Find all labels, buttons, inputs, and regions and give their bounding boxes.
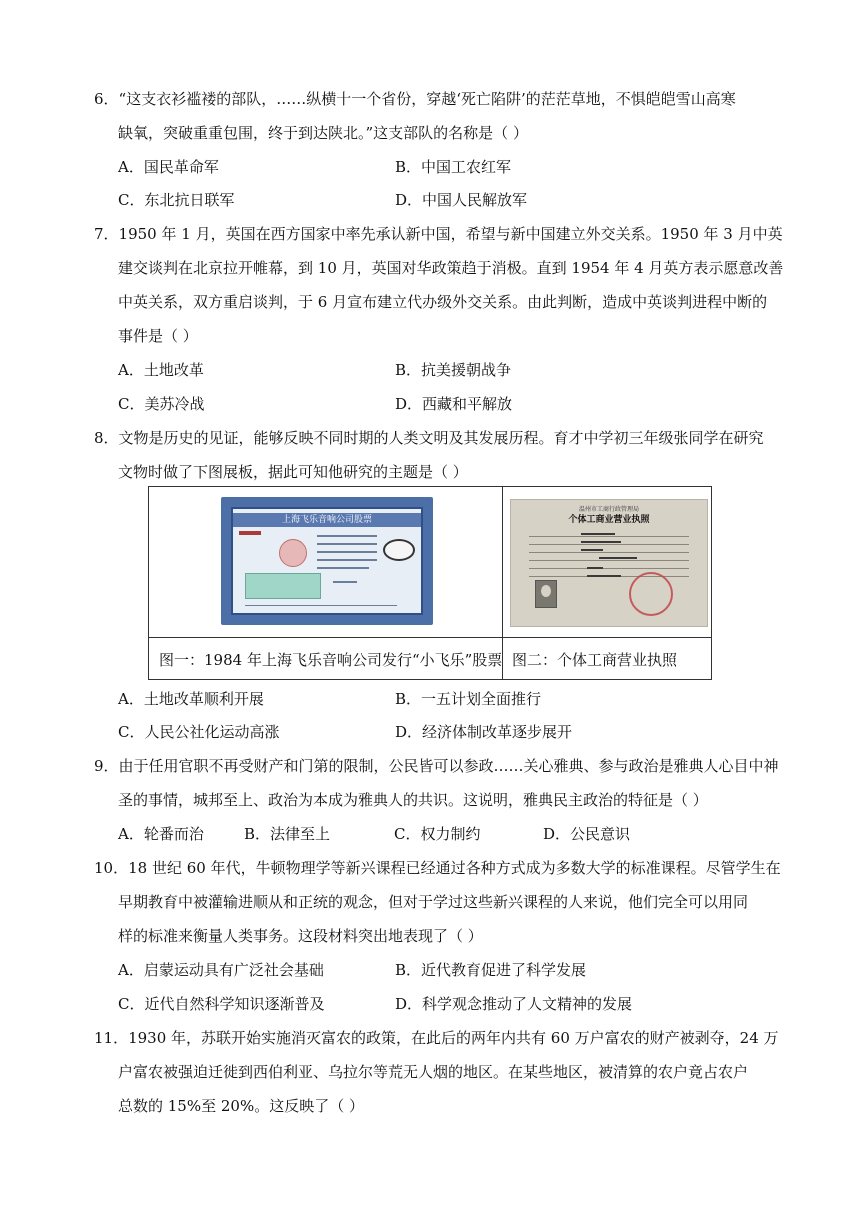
question-7-option-d[interactable]: D．西藏和平解放 <box>395 395 513 413</box>
question-11-line-2: 户富农被强迫迁徙到西伯利亚、乌拉尔等荒无人烟的地区。在某些地区，被清算的农户竟占农户 <box>118 1063 749 1081</box>
question-8-line-2: 文物时做了下图展板，据此可知他研究的主题是（ ） <box>118 463 468 481</box>
question-6-line-1: 6．“这支衣衫褴褛的部队，……纵横十一个省份，穿越‘死亡陷阱’的茫茫草地，不惧皑皑雪山高寒 <box>94 90 736 108</box>
figure-2-caption: 图二：个体工商营业执照 <box>512 651 678 669</box>
question-9-option-c[interactable]: C．权力制约 <box>394 825 481 843</box>
license-row <box>529 568 689 569</box>
table-divider-horizontal <box>149 637 711 638</box>
license-title: 个体工商业营业执照 <box>568 515 650 525</box>
stock-serial-number <box>239 531 261 535</box>
question-7-option-c[interactable]: C．美苏冷战 <box>118 395 205 413</box>
question-10-line-3: 样的标准来衡量人类事务。这段材料突出地表现了（ ） <box>118 927 483 945</box>
question-9-option-d[interactable]: D．公民意识 <box>543 825 631 843</box>
question-10-line-2: 早期教育中被灌输进顺从和正统的观念，但对于学过这些新兴课程的人来说，他们完全可以用同 <box>118 893 749 911</box>
question-7-option-a[interactable]: A．土地改革 <box>118 361 204 379</box>
figure-1-caption: 图一：1984 年上海飞乐音响公司发行“小飞乐”股票 <box>159 651 503 669</box>
license-handwriting <box>581 549 603 551</box>
stock-text-line <box>317 559 377 561</box>
figure-table <box>148 486 712 680</box>
question-11-line-3: 总数的 15%至 20%。这反映了（ ） <box>118 1097 364 1115</box>
license-handwriting <box>587 575 621 577</box>
photo-face <box>541 585 551 597</box>
stock-text-line <box>317 543 377 545</box>
question-9-line-2: 圣的事情，城邦至上、政治为本成为雅典人的共识。这说明，雅典民主政治的特征是（ ） <box>118 791 708 809</box>
question-8-option-d[interactable]: D．经济体制改革逐步展开 <box>395 723 573 741</box>
license-row <box>529 544 689 545</box>
question-9-line-1: 9．由于任用官职不再受财产和门第的限制，公民皆可以参政……关心雅典、参与政治是雅典人心目中神 <box>94 757 779 775</box>
question-11-line-1: 11．1930 年，苏联开始实施消灭富农的政策，在此后的两年内共有 60 万户富农的财产被剥夺，24 万 <box>94 1029 779 1047</box>
question-7-line-1: 7．1950 年 1 月，英国在西方国家中率先承认新中国，希望与新中国建立外交关系。1950 年 3 月中英 <box>94 225 783 243</box>
stock-text-line <box>333 581 357 583</box>
question-9-option-b[interactable]: B．法律至上 <box>244 825 331 843</box>
license-row <box>529 560 689 561</box>
question-7-line-4: 事件是（ ） <box>118 327 198 345</box>
license-cell <box>502 487 712 637</box>
question-6-line-2: 缺氧，突破重重包围，终于到达陕北。”这支部队的名称是（ ） <box>118 124 528 142</box>
question-6-option-a[interactable]: A．国民革命军 <box>118 158 219 176</box>
license-handwriting <box>581 533 615 535</box>
stock-seal <box>279 539 307 567</box>
stock-footer-line <box>245 605 397 606</box>
question-8-option-c[interactable]: C．人民公社化运动高涨 <box>118 723 280 741</box>
question-6-option-d[interactable]: D．中国人民解放军 <box>395 191 528 209</box>
license-handwriting <box>599 557 637 559</box>
license-row <box>529 536 689 537</box>
question-6-option-c[interactable]: C．东北抗日联军 <box>118 191 235 209</box>
stock-text-line <box>317 567 369 569</box>
question-8-option-a[interactable]: A．土地改革顺利开展 <box>118 690 264 708</box>
stock-certificate-image <box>221 497 433 625</box>
license-handwriting <box>587 567 603 569</box>
stock-certificate-title: 上海飞乐音响公司股票 <box>281 515 372 525</box>
question-8-option-b[interactable]: B．一五计划全面推行 <box>395 690 542 708</box>
license-handwriting <box>581 541 621 543</box>
question-7-option-b[interactable]: B．抗美援朝战争 <box>395 361 512 379</box>
stock-text-line <box>317 535 377 537</box>
question-8-line-1: 8．文物是历史的见证，能够反映不同时期的人类文明及其发展历程。育才中学初三年级张同学在研究 <box>94 429 764 447</box>
license-row <box>529 552 689 553</box>
stock-denomination-box <box>245 573 321 599</box>
stock-certificate-body <box>231 507 423 615</box>
question-10-option-c[interactable]: C．近代自然科学知识逐渐普及 <box>118 995 325 1013</box>
question-10-option-b[interactable]: B．近代教育促进了科学发展 <box>395 961 587 979</box>
license-red-stamp <box>629 572 673 616</box>
license-photo <box>535 580 557 608</box>
question-6-option-b[interactable]: B．中国工农红军 <box>395 158 512 176</box>
stock-text-line <box>317 551 377 553</box>
license-issuer: 温州市工商行政管理局 <box>578 506 639 513</box>
question-7-line-2: 建交谈判在北京拉开帷幕，到 10 月，英国对华政策趋于消极。直到 1954 年 4 月英方表示愿意改善 <box>118 259 784 277</box>
stock-oval-stamp <box>383 539 415 561</box>
question-10-option-a[interactable]: A．启蒙运动具有广泛社会基础 <box>118 961 324 979</box>
question-9-option-a[interactable]: A．轮番而治 <box>118 825 204 843</box>
question-10-line-1: 10．18 世纪 60 年代，牛顿物理学等新兴课程已经通过各种方式成为多数大学的标准课程。尽管学生在 <box>94 859 781 877</box>
question-7-line-3: 中英关系，双方重启谈判，于 6 月宣布建立代办级外交关系。由此判断，造成中英谈判进程中断的 <box>118 293 768 311</box>
question-10-option-d[interactable]: D．科学观念推动了人文精神的发展 <box>395 995 633 1013</box>
business-license-image <box>510 499 708 627</box>
